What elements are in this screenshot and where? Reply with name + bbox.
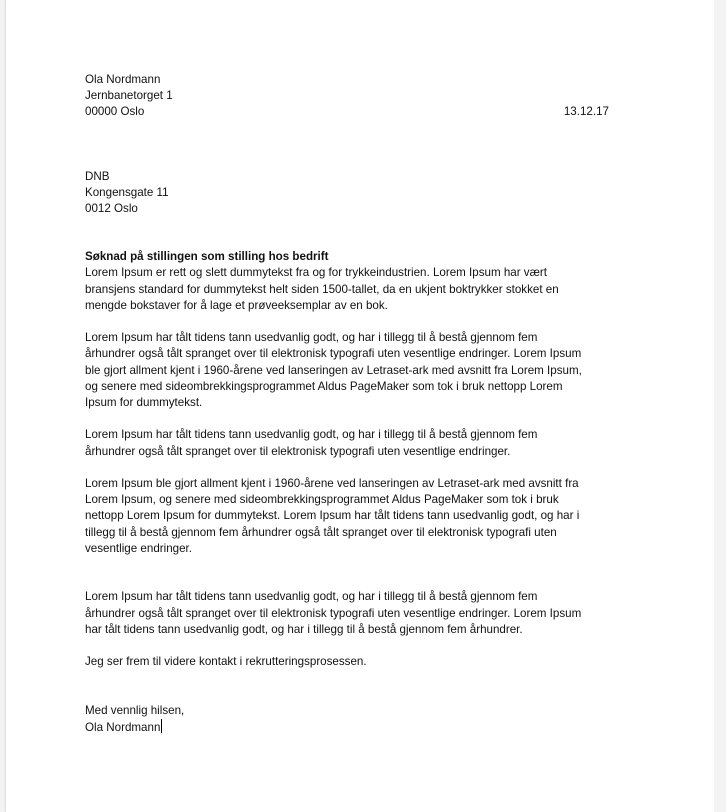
paragraph-line: århundrer også tålt spranget over til elektronisk typografi uten vesentlige endringer. Lorem Ipsum — [85, 606, 582, 620]
paragraph-2 — [85, 330, 625, 411]
paragraph-line: Lorem Ipsum har tålt tidens tann usedvanlig godt, og har i tillegg til å bestå gjennom fem — [85, 331, 538, 345]
paragraph-line: Lorem Ipsum har tålt tidens tann usedvanlig godt, og har i tillegg til å bestå gjennom fem — [85, 590, 538, 604]
paragraph-line: århundrer også tålt spranget over til elektronisk typografi uten vesentlige endringer. Lorem Ipsum — [85, 347, 582, 361]
paragraph-line: Ipsum for dummytekst. — [85, 396, 203, 410]
document-page[interactable] — [6, 0, 714, 812]
paragraph-line: Lorem Ipsum ble gjort allment kjent i 1960-årene ved lanseringen av Letraset-ark med avsnitt fra — [85, 477, 579, 491]
paragraph-line: Jeg ser frem til videre kontakt i rekrutteringsprosessen. — [85, 655, 367, 669]
recipient-address — [85, 169, 625, 218]
paragraph-line: ble gjort allment kjent i 1960-årene ved lanseringen av Letraset-ark med avsnitt fra Lorem Ipsum, — [85, 363, 582, 377]
paragraph-4 — [85, 476, 625, 557]
letter-subject: Søknad på stillingen som stilling hos bedrift — [85, 250, 329, 264]
paragraph-1 — [85, 265, 625, 314]
closing — [85, 703, 625, 736]
page-margin-background — [714, 0, 726, 812]
paragraph-3 — [85, 427, 625, 459]
recipient-name: DNB — [85, 169, 110, 183]
sender-city: 00000 Oslo — [85, 105, 145, 119]
sender-city-row — [85, 104, 625, 120]
paragraph-line: Lorem Ipsum er rett og slett dummytekst fra og for trykkeindustrien. Lorem Ipsum har vært — [85, 266, 547, 280]
paragraph-6 — [85, 654, 625, 670]
sender-name: Ola Nordmann — [85, 73, 161, 86]
letter-date: 13.12.17 — [563, 105, 609, 119]
paragraph-5 — [85, 589, 625, 638]
paragraph-line: og senere med sideombrekkingsprogrammet Aldus PageMaker som tok i bruk nettopp Lorem — [85, 379, 563, 393]
paragraph-line: nettopp Lorem Ipsum for dummytekst. Lorem Ipsum har tålt tidens tann usedvanlig godt, og har i — [85, 509, 580, 523]
paragraph-line: vesentlige endringer. — [85, 541, 192, 555]
paragraph-line: Lorem Ipsum, og senere med sideombrekkingsprogrammet Aldus PageMaker som tok i bruk — [85, 493, 559, 507]
paragraph-line: tillegg til å bestå gjennom fem århundrer også tålt spranget over til elektronisk typografi uten — [85, 525, 557, 539]
recipient-city: 0012 Oslo — [85, 202, 138, 216]
letter-body[interactable] — [85, 72, 625, 736]
signature-name: Ola Nordmann — [85, 721, 161, 735]
text-cursor — [161, 719, 162, 733]
paragraph-line: Lorem Ipsum har tålt tidens tann usedvanlig godt, og har i tillegg til å bestå gjennom fem — [85, 428, 538, 442]
signature-row — [85, 719, 625, 736]
paragraph-line: har tålt tidens tann usedvanlig godt, og har i tillegg til å bestå gjennom fem århundrer. — [85, 622, 523, 636]
sender-street: Jernbanetorget 1 — [85, 89, 173, 103]
recipient-street: Kongensgate 11 — [85, 185, 169, 199]
paragraph-line: århundrer også tålt spranget over til elektronisk typografi uten vesentlige endringer. — [85, 444, 511, 458]
paragraph-line: bransjens standard for dummytekst helt siden 1500-tallet, da en ukjent boktrykker stokket en — [85, 282, 559, 296]
sender-address — [85, 72, 625, 121]
paragraph-line: mengde bokstaver for å lage et prøveeksemplar av en bok. — [85, 298, 388, 312]
closing-greeting: Med vennlig hilsen, — [85, 703, 185, 717]
